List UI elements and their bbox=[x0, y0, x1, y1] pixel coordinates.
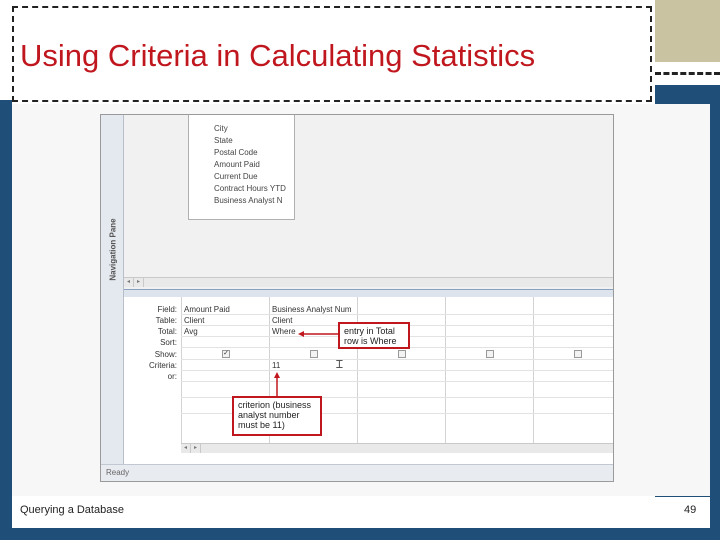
footer-text: Querying a Database bbox=[20, 504, 124, 516]
row-label-total: Total: bbox=[157, 327, 177, 336]
row-label-table: Table: bbox=[155, 316, 177, 325]
field-cell[interactable]: Amount Paid bbox=[184, 305, 230, 314]
field-item[interactable]: Contract Hours YTD bbox=[214, 184, 286, 193]
field-item[interactable]: City bbox=[214, 124, 228, 133]
text-cursor-icon: Ꮖ bbox=[336, 359, 344, 371]
row-label-show: Show: bbox=[154, 350, 177, 359]
field-item[interactable]: Postal Code bbox=[214, 148, 258, 157]
table-cell[interactable]: Client bbox=[184, 316, 205, 325]
callout-criterion: criterion (business analyst number must be 11) bbox=[232, 396, 322, 436]
field-cell[interactable]: Business Analyst Num bbox=[272, 305, 352, 314]
field-item[interactable]: Business Analyst N bbox=[214, 196, 283, 205]
scroll-left-icon[interactable]: ◂ bbox=[181, 444, 191, 453]
field-item[interactable]: Amount Paid bbox=[214, 160, 260, 169]
field-item[interactable]: State bbox=[214, 136, 233, 145]
total-cell[interactable]: Where bbox=[272, 327, 296, 336]
criteria-cell[interactable]: 11 bbox=[272, 361, 281, 370]
row-label-criteria: Criteria: bbox=[148, 361, 177, 370]
table-cell[interactable]: Client bbox=[272, 316, 293, 325]
slide-title: Using Criteria in Calculating Statistics bbox=[20, 38, 536, 73]
scroll-right-icon[interactable]: ▸ bbox=[134, 278, 144, 287]
row-label-or: or: bbox=[167, 372, 177, 381]
checkbox-icon[interactable]: ✓ bbox=[223, 350, 229, 357]
callout-total-row: entry in Total row is Where bbox=[338, 322, 410, 349]
page-number: 49 bbox=[684, 504, 697, 516]
status-text: Ready bbox=[106, 468, 130, 477]
field-item[interactable]: Current Due bbox=[214, 172, 258, 181]
row-label-sort: Sort: bbox=[160, 338, 177, 347]
total-cell[interactable]: Avg bbox=[184, 327, 198, 336]
scroll-right-icon[interactable]: ▸ bbox=[191, 444, 201, 453]
row-label-field: Field: bbox=[157, 305, 177, 314]
navigation-pane-label: Navigation Pane bbox=[108, 218, 118, 281]
scroll-left-icon[interactable]: ◂ bbox=[124, 278, 134, 287]
arrowhead-total bbox=[298, 331, 304, 337]
arrowhead-criteria bbox=[274, 372, 280, 378]
